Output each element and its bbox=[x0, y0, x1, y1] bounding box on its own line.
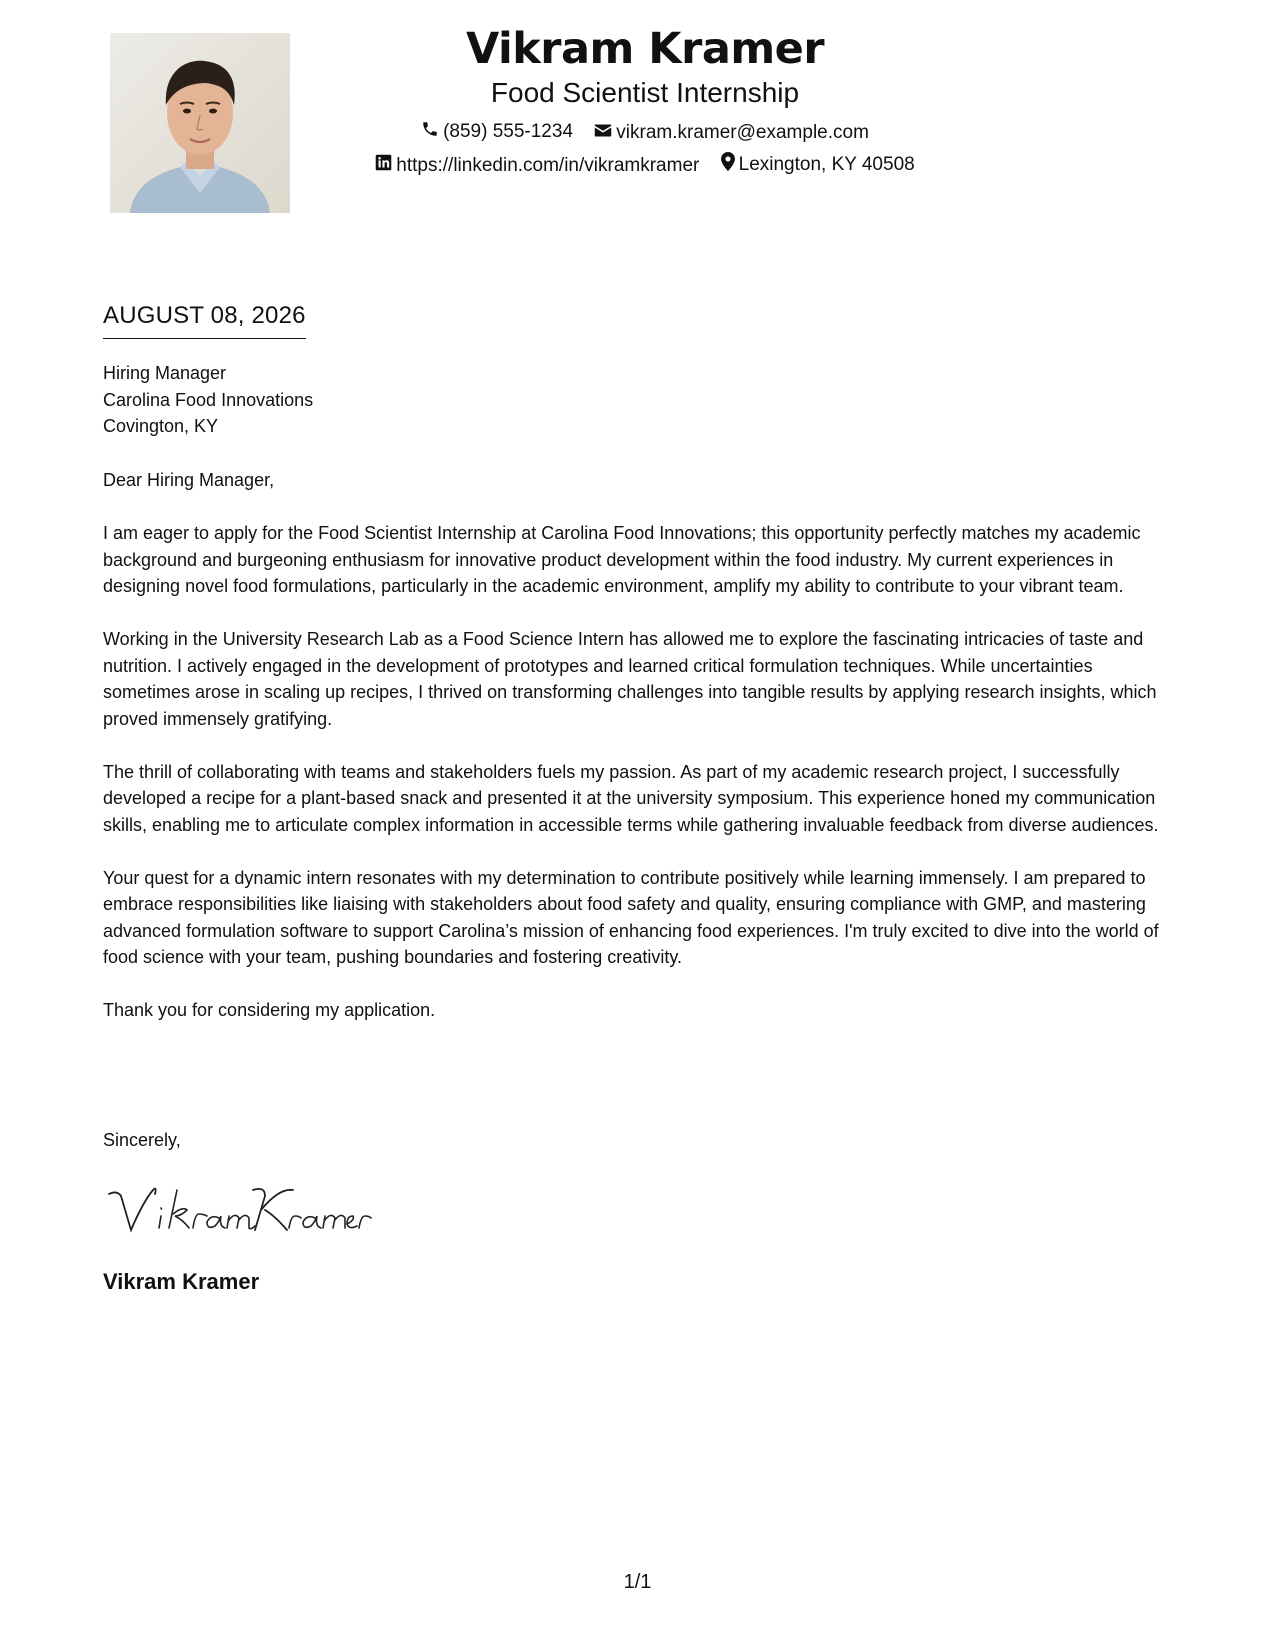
profile-photo bbox=[110, 33, 290, 213]
linkedin-contact[interactable] bbox=[375, 154, 699, 177]
linkedin-icon bbox=[375, 154, 396, 177]
recipient-location: Covington, KY bbox=[103, 416, 219, 436]
email-text[interactable]: vikram.kramer@example.com bbox=[616, 122, 869, 143]
letter-body bbox=[103, 467, 1163, 1050]
contact-line-2 bbox=[300, 152, 990, 177]
letter-date: AUGUST 08, 2026 bbox=[103, 301, 306, 339]
contact-line-1 bbox=[300, 120, 990, 144]
closing: Sincerely, bbox=[103, 1130, 181, 1150]
envelope-icon bbox=[594, 122, 616, 144]
body-paragraph: Working in the University Research Lab as a Food Science Intern has allowed me to explore the fascinating intricacies of taste and nutrition. I actively engaged in the development of prototypes and learned critical formulation techniques. While uncertainties sometimes arose in scaling up recipes, I thrived on transforming challenges into tangible results by applying research insights, which proved immensely gratifying. bbox=[103, 629, 1157, 729]
body-paragraph: I am eager to apply for the Food Scientist Internship at Carolina Food Innovations; this opportunity perfectly matches my academic background and burgeoning enthusiasm for innovative product development within the food industry. My current experiences in designing novel food formulations, particularly in the academic environment, amplify my ability to contribute to your vibrant team. bbox=[103, 523, 1141, 596]
signature-drawing bbox=[103, 1180, 373, 1240]
salutation: Dear Hiring Manager, bbox=[103, 470, 275, 490]
body-paragraph: The thrill of collaborating with teams and stakeholders fuels my passion. As part of my academic research project, I successfully developed a recipe for a plant-based snack and presented it at the university symposium. This experience honed my communication skills, enabling me to articulate complex information in accessible terms while gathering invaluable feedback from diverse audiences. bbox=[103, 761, 1159, 835]
phone-contact bbox=[421, 120, 573, 144]
location-text: Lexington, KY 40508 bbox=[738, 153, 915, 175]
handwritten-signature bbox=[103, 1180, 373, 1240]
signed-name: Vikram Kramer bbox=[103, 1269, 260, 1294]
phone-text: (859) 555-1234 bbox=[443, 121, 574, 142]
portrait-illustration bbox=[110, 33, 290, 213]
body-paragraph: Your quest for a dynamic intern resonates with my determination to contribute positively while learning immensely. I am prepared to embrace responsibilities like liaising with stakeholders about food safety and quality, ensuring compliance with GMP, and mastering advanced formulation software to support Carolina’s mission of enhancing food experiences. I'm truly excited to dive into the world of food science with your team, pushing boundaries and fostering creativity. bbox=[103, 867, 1159, 967]
applicant-name: Vikram Kramer bbox=[465, 24, 825, 74]
page-number: 1/1 bbox=[623, 1571, 652, 1593]
linkedin-url[interactable]: https://linkedin.com/in/vikramkramer bbox=[396, 154, 700, 176]
recipient-company: Carolina Food Innovations bbox=[103, 389, 314, 410]
map-marker-icon bbox=[721, 152, 739, 177]
recipient-block bbox=[103, 360, 313, 440]
body-paragraph: Thank you for considering my application. bbox=[103, 1000, 436, 1020]
recipient-title: Hiring Manager bbox=[103, 363, 227, 383]
location-contact bbox=[721, 152, 915, 177]
letter-header bbox=[300, 22, 990, 177]
job-title: Food Scientist Internship bbox=[490, 77, 800, 108]
email-contact[interactable] bbox=[594, 122, 869, 144]
phone-icon bbox=[421, 120, 443, 144]
